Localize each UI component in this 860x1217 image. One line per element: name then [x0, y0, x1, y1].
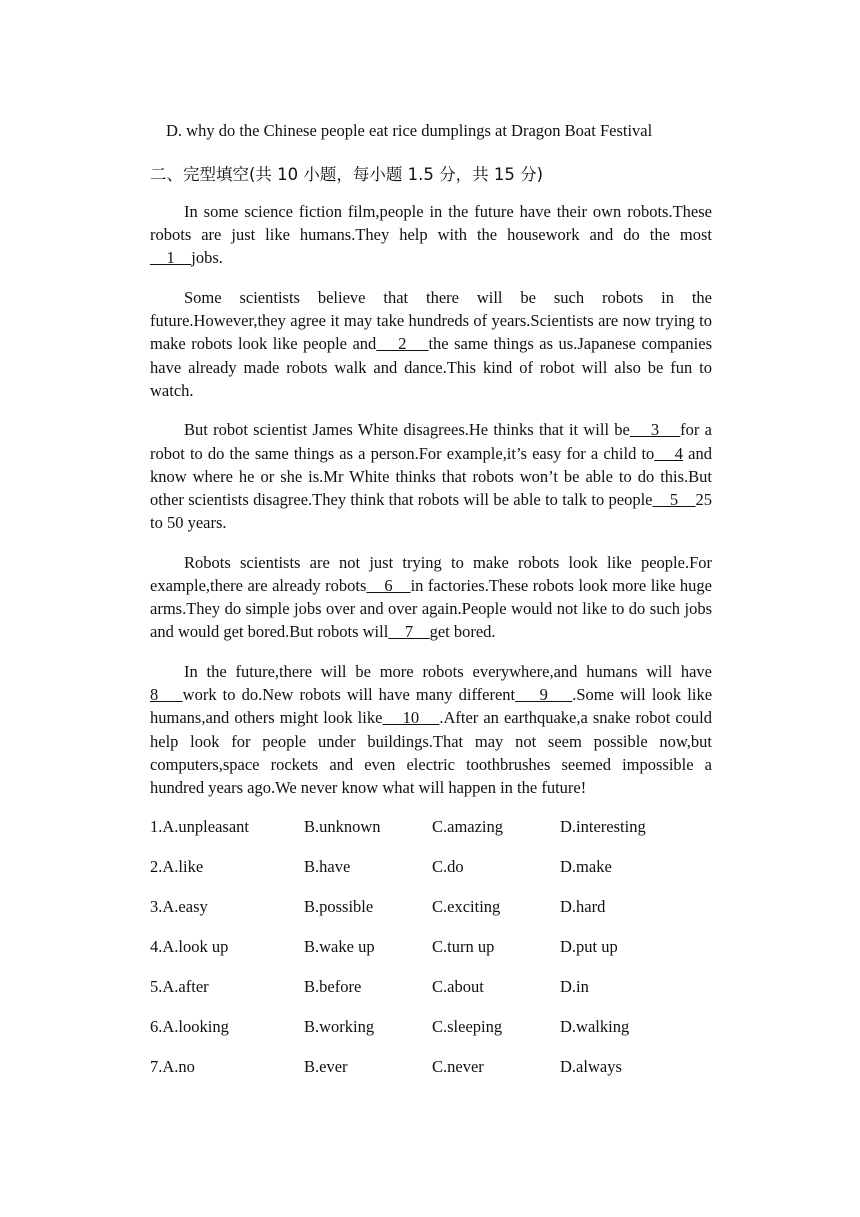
question-row-3 [150, 897, 712, 937]
text: jobs. [191, 248, 223, 268]
blank-10: 10 [382, 708, 440, 728]
question-row-6 [150, 1017, 712, 1057]
option-c: C.sleeping [432, 1017, 503, 1036]
blank-8: 8 [150, 685, 183, 705]
passage-paragraph-4 [150, 551, 712, 644]
passage-paragraph-1 [150, 200, 712, 270]
previous-question-option-d: D. why do the Chinese people eat rice dumplings at Dragon Boat Festival [166, 121, 653, 140]
text: in factories.These robots look more like huge arms.They do simple jobs over and over again.People would not like to do such jobs and would get bored.But robots will [150, 576, 712, 642]
option-c: C.about [432, 977, 484, 996]
text: for a robot to do the same things as a person.For example,it’s easy for a child to [150, 420, 712, 463]
text: In some science fiction film,people in the future have their own robots.These robots are just like humans.They help with the housework and do the most [150, 202, 712, 245]
question-row-2 [150, 857, 712, 897]
text: and know where he or she is.Mr White thinks that robots won’t be able to do this.But other scientists disagree.They think that robots will be able to talk to people [150, 443, 713, 510]
text: Some scientists believe that there will be such robots in the future.However,they agree it may take hundreds of years.Scientists are now trying to make robots look like people and [150, 288, 712, 354]
blank-5: 5 [652, 490, 696, 510]
option-b: B.unknown [304, 817, 381, 836]
passage-paragraph-2 [150, 286, 712, 402]
option-c: C.exciting [432, 897, 501, 916]
blank-3: 3 [629, 420, 681, 440]
blank-1: 1 [150, 248, 192, 268]
answer-options [150, 817, 712, 1097]
text: get bored. [429, 622, 496, 642]
text: .Some will look like humans,and others might look like [150, 685, 713, 728]
question-row-1 [150, 817, 712, 857]
option-a: 6.A.looking [150, 1017, 229, 1036]
option-d: D.put up [560, 937, 618, 956]
blank-6: 6 [366, 576, 411, 596]
text: In the future,there will be more robots everywhere,and humans will have [184, 662, 712, 682]
text: But robot scientist James White disagrees.He thinks that it will be [184, 420, 630, 440]
option-d: D.make [560, 857, 612, 876]
question-row-5 [150, 977, 712, 1017]
blank-4: 4 [654, 443, 684, 463]
passage-paragraph-3 [150, 418, 712, 534]
text: .After an earthquake,a snake robot could help look for people under buildings.That may not seem possible now,but computers,space rockets and even electric toothbrushes seemed impossible a hundred years ago.We never know what will happen in the future! [150, 708, 713, 798]
option-c: C.never [432, 1057, 484, 1076]
blank-2: 2 [376, 334, 429, 354]
cloze-passage [150, 200, 712, 816]
option-d: D.in [560, 977, 589, 996]
option-d: D.hard [560, 897, 606, 916]
option-d: D.interesting [560, 817, 646, 836]
section-title: 二、完型填空(共 10 小题，每小题 1.5 分，共 15 分) [150, 165, 544, 184]
question-row-7 [150, 1057, 712, 1097]
option-b: B.have [304, 857, 351, 876]
option-d: D.always [560, 1057, 622, 1076]
option-b: B.wake up [304, 937, 375, 956]
option-b: B.before [304, 977, 362, 996]
option-b: B.ever [304, 1057, 348, 1076]
question-row-4 [150, 937, 712, 977]
option-b: B.working [304, 1017, 375, 1036]
text: the same things as us.Japanese companies have already made robots walk and dance.This kind of robot will also be fun to watch. [150, 334, 713, 400]
blank-9: 9 [515, 685, 573, 705]
option-a: 2.A.like [150, 857, 204, 876]
option-a: 5.A.after [150, 977, 209, 996]
option-a: 4.A.look up [150, 937, 229, 956]
option-a: 7.A.no [150, 1057, 195, 1076]
option-c: C.amazing [432, 817, 504, 836]
option-b: B.possible [304, 897, 374, 916]
text: work to do.New robots will have many different [182, 685, 516, 705]
option-c: C.turn up [432, 937, 495, 956]
option-a: 3.A.easy [150, 897, 208, 916]
text: Robots scientists are not just trying to make robots look like people.For example,there are already robots [150, 552, 712, 596]
passage-paragraph-5 [150, 660, 712, 799]
option-a: 1.A.unpleasant [150, 817, 249, 836]
blank-7: 7 [388, 622, 430, 642]
text: 25 to 50 years. [150, 490, 712, 533]
option-d: D.walking [560, 1017, 630, 1036]
option-c: C.do [432, 857, 464, 876]
